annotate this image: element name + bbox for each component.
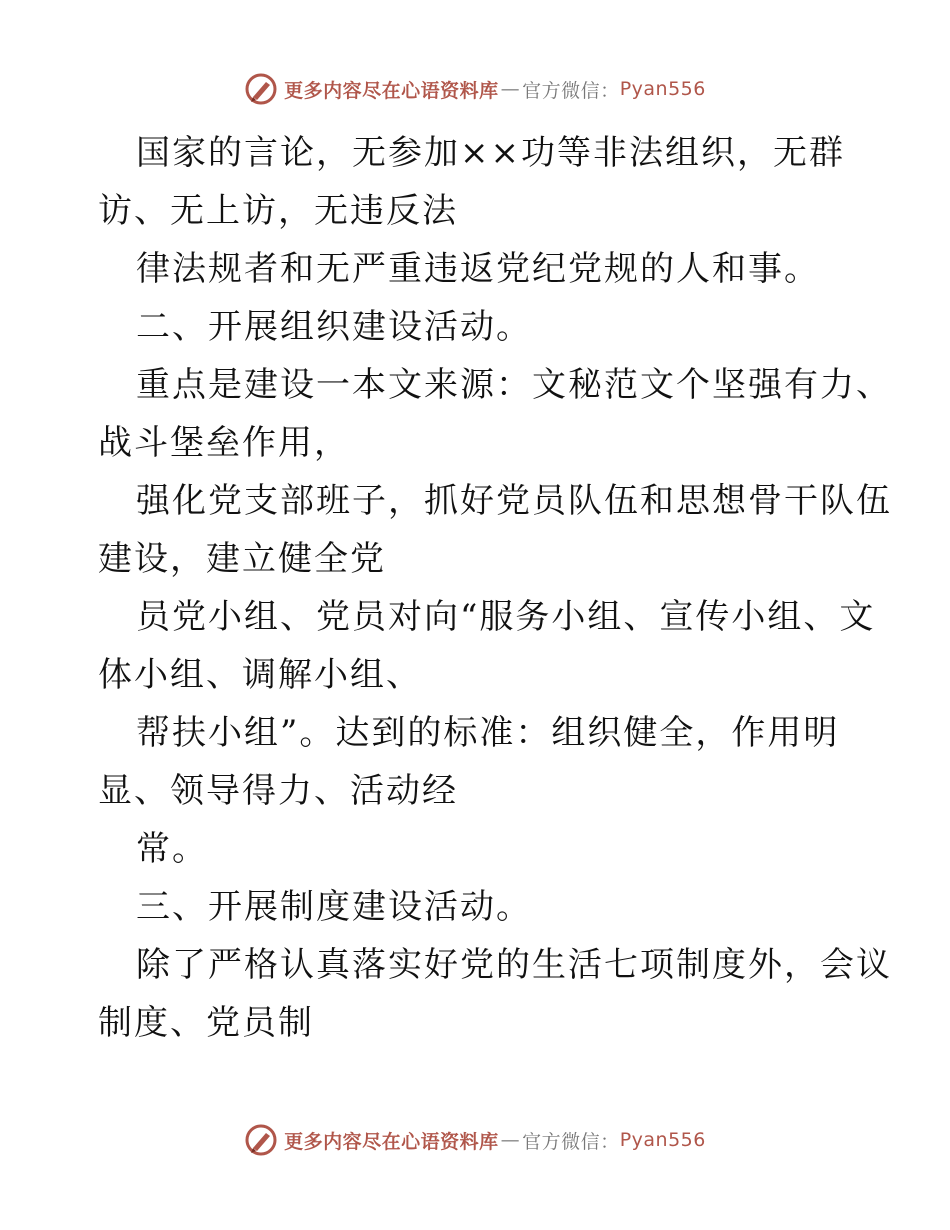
- text-line: 重点是建设一本文来源：文秘范文个坚强有力、: [136, 365, 892, 405]
- header-watermark: [0, 69, 950, 109]
- text-line: 员党小组、党员对向“服务小组、宣传小组、文: [136, 597, 876, 637]
- text-line: 律法规者和无严重违返党纪党规的人和事。: [136, 249, 820, 289]
- section-heading: 三、开展制度建设活动。: [136, 887, 532, 927]
- footer-watermark: [0, 1120, 950, 1160]
- text-line: 显、领导得力、活动经: [98, 771, 458, 811]
- text-line: 强化党支部班子，抓好党员队伍和思想骨干队伍: [136, 481, 892, 521]
- watermark-dash: —: [500, 78, 521, 100]
- text-line: 制度、党员制: [98, 1003, 314, 1043]
- watermark-id: Pyan556: [619, 1129, 706, 1151]
- text-line: 除了严格认真落实好党的生活七项制度外，会议: [136, 945, 892, 985]
- document-body: [98, 124, 892, 1052]
- watermark-main-text: 更多内容尽在心语资料库: [284, 1130, 499, 1153]
- watermark-id: Pyan556: [619, 78, 706, 100]
- text-line: 战斗堡垒作用，: [98, 423, 350, 463]
- text-line: 帮扶小组”。达到的标准：组织健全，作用明: [136, 713, 840, 753]
- watermark-dash: —: [500, 1129, 521, 1151]
- watermark-main-text: 更多内容尽在心语资料库: [284, 79, 499, 102]
- text-line: 国家的言论，无参加××功等非法组织，无群: [136, 133, 845, 173]
- text-line: 常。: [136, 829, 208, 869]
- section-heading: 二、开展组织建设活动。: [136, 307, 532, 347]
- text-line: 体小组、调解小组、: [98, 655, 422, 695]
- text-line: 访、无上访，无违反法: [98, 191, 458, 231]
- pen-logo-icon: [244, 1123, 278, 1157]
- pen-logo-icon: [244, 72, 278, 106]
- text-line: 建设，建立健全党: [98, 539, 386, 579]
- watermark-sub-text: 官方微信：: [522, 1130, 620, 1153]
- watermark-sub-text: 官方微信：: [522, 79, 620, 102]
